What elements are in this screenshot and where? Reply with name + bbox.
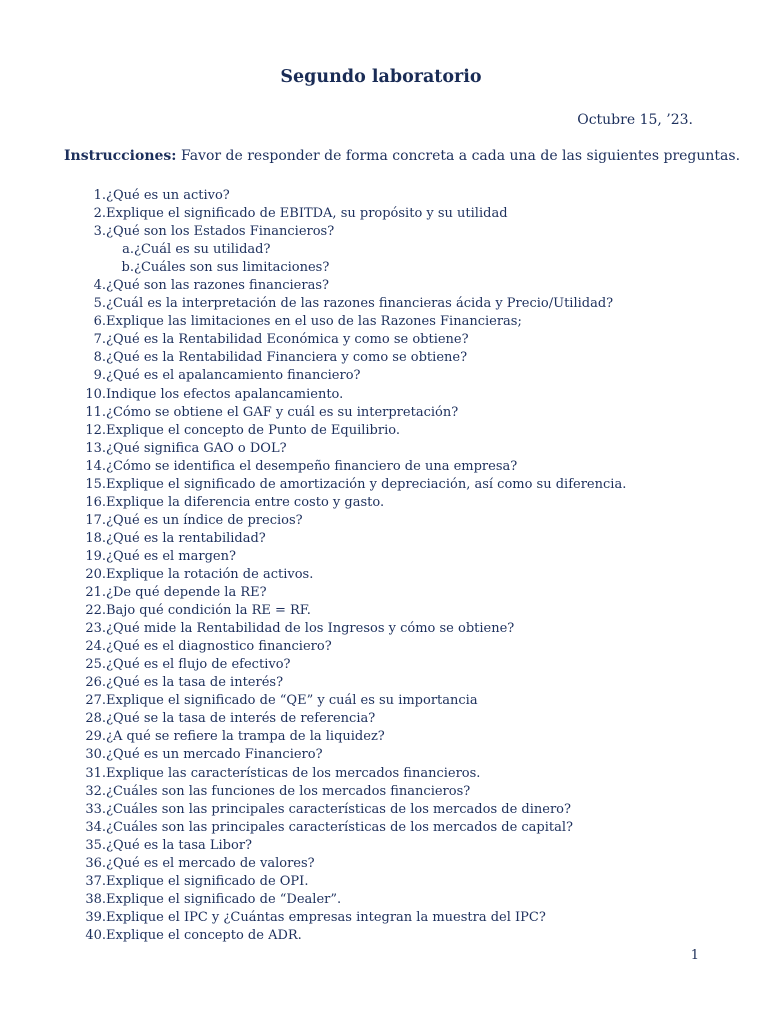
question-item xyxy=(64,909,546,927)
question-number: 29. xyxy=(85,729,106,745)
question-item xyxy=(64,584,267,602)
question-text: ¿Qué es la tasa de interés? xyxy=(106,675,284,691)
question-number: 24. xyxy=(85,639,106,655)
question-text: ¿Qué es la Rentabilidad Económica y como se obtiene? xyxy=(106,332,469,348)
question-text: ¿Qué es la Rentabilidad Financiera y como se obtiene? xyxy=(106,350,468,366)
question-item xyxy=(64,530,266,548)
question-number: 5. xyxy=(93,296,106,312)
page-number: 1 xyxy=(690,948,699,963)
question-text: ¿Qué se la tasa de interés de referencia? xyxy=(106,711,376,727)
question-item xyxy=(64,620,515,638)
question-number: 7. xyxy=(93,332,106,348)
question-text: Explique el significado de “QE” y cuál es su importancia xyxy=(106,693,478,709)
question-text: ¿Qué son los Estados Financieros? xyxy=(106,224,335,240)
question-number: 16. xyxy=(85,494,106,510)
question-number: 40. xyxy=(85,927,106,943)
question-list xyxy=(64,187,627,945)
question-number: 15. xyxy=(85,476,106,492)
question-text: ¿De qué depende la RE? xyxy=(106,585,267,601)
question-number: 35. xyxy=(85,837,106,853)
question-text: ¿Qué es un mercado Financiero? xyxy=(106,747,323,763)
question-number: 30. xyxy=(85,747,106,763)
question-text: ¿Qué es el mercado de valores? xyxy=(106,855,315,871)
question-item xyxy=(64,566,314,584)
question-item xyxy=(64,367,361,385)
question-item xyxy=(64,674,284,692)
question-number: 18. xyxy=(85,530,106,546)
question-number: 39. xyxy=(85,909,106,925)
question-item xyxy=(64,891,342,909)
question-item xyxy=(64,656,291,674)
question-item xyxy=(64,494,385,512)
question-text: ¿Qué es la rentabilidad? xyxy=(106,530,266,546)
instructions-label: Instrucciones: xyxy=(64,148,177,164)
question-text: ¿Qué significa GAO o DOL? xyxy=(106,440,287,456)
question-text: ¿Qué mide la Rentabilidad de los Ingresos y cómo se obtiene? xyxy=(106,621,515,637)
question-item xyxy=(64,548,236,566)
question-number: 19. xyxy=(85,548,106,564)
question-text: Bajo qué condición la RE = RF. xyxy=(106,603,311,619)
question-number: 3. xyxy=(93,224,106,240)
question-number: 10. xyxy=(85,386,106,402)
question-text: Explique el concepto de Punto de Equilibrio. xyxy=(106,422,400,438)
question-item xyxy=(64,692,478,710)
question-text: Explique el significado de OPI. xyxy=(106,873,309,889)
question-item xyxy=(64,837,253,855)
question-number: 1. xyxy=(93,188,106,203)
question-item xyxy=(64,205,508,223)
sub-question-item xyxy=(64,241,271,259)
question-text: Explique el significado de “Dealer”. xyxy=(106,891,342,907)
question-number: 2. xyxy=(93,206,106,222)
question-text: ¿Cuál es la interpretación de las razones financieras ácida y Precio/Utilidad? xyxy=(106,296,614,312)
question-item xyxy=(64,223,335,241)
question-number: 33. xyxy=(85,801,106,817)
question-number: 14. xyxy=(85,458,106,474)
question-number: 17. xyxy=(85,512,106,528)
question-item xyxy=(64,512,303,530)
question-text: ¿Qué es el flujo de efectivo? xyxy=(106,657,291,673)
question-item xyxy=(64,801,571,819)
question-text: ¿Qué son las razones financieras? xyxy=(106,278,329,294)
question-number: 38. xyxy=(85,891,106,907)
question-number: 4. xyxy=(93,278,106,294)
question-text: ¿Cuáles son sus limitaciones? xyxy=(134,260,330,276)
question-number: 37. xyxy=(85,873,106,889)
question-text: Explique el concepto de ADR. xyxy=(106,927,302,943)
question-item xyxy=(64,873,309,891)
question-item xyxy=(64,710,376,728)
question-number: 22. xyxy=(85,603,106,619)
question-item xyxy=(64,422,400,440)
question-item xyxy=(64,404,459,422)
instructions xyxy=(64,148,740,164)
question-text: Explique el significado de amortización y depreciación, así como su diferencia. xyxy=(106,476,627,492)
question-item xyxy=(64,476,627,494)
question-text: ¿Cuáles son las funciones de los mercados financieros? xyxy=(106,783,471,799)
question-item xyxy=(64,187,230,205)
question-item xyxy=(64,927,302,945)
question-text: Explique las limitaciones en el uso de las Razones Financieras; xyxy=(106,314,522,330)
document-title: Segundo laboratorio xyxy=(280,67,482,87)
question-number: b. xyxy=(121,260,134,276)
question-item xyxy=(64,819,574,837)
question-number: 32. xyxy=(85,783,106,799)
question-item xyxy=(64,440,287,458)
question-text: Explique la diferencia entre costo y gasto. xyxy=(106,494,385,510)
question-text: ¿Qué es un activo? xyxy=(106,188,230,203)
question-item xyxy=(64,349,468,367)
question-text: Explique las características de los mercados financieros. xyxy=(106,765,481,781)
question-number: 27. xyxy=(85,693,106,709)
question-text: ¿Qué es un índice de precios? xyxy=(106,512,303,528)
question-text: Explique la rotación de activos. xyxy=(106,566,314,582)
question-item xyxy=(64,313,522,331)
question-text: Indique los efectos apalancamiento. xyxy=(106,386,344,402)
question-number: 20. xyxy=(85,566,106,582)
sub-question-item xyxy=(64,259,330,277)
question-item xyxy=(64,638,332,656)
question-number: 36. xyxy=(85,855,106,871)
question-item xyxy=(64,602,311,620)
question-text: ¿Cuáles son las principales características de los mercados de capital? xyxy=(106,819,574,835)
question-number: a. xyxy=(122,242,134,258)
question-number: 34. xyxy=(85,819,106,835)
question-number: 11. xyxy=(85,404,106,420)
question-text: ¿Cómo se identifica el desempeño financiero de una empresa? xyxy=(106,458,518,474)
question-text: Explique el significado de EBITDA, su propósito y su utilidad xyxy=(106,206,508,222)
question-number: 13. xyxy=(85,440,106,456)
question-text: ¿Qué es el apalancamiento financiero? xyxy=(106,368,361,384)
question-number: 8. xyxy=(93,350,106,366)
question-number: 21. xyxy=(85,585,106,601)
question-text: ¿Qué es el margen? xyxy=(106,548,236,564)
question-item xyxy=(64,458,518,476)
question-item xyxy=(64,855,315,873)
question-item xyxy=(64,386,344,404)
question-item xyxy=(64,277,329,295)
question-number: 28. xyxy=(85,711,106,727)
question-number: 23. xyxy=(85,621,106,637)
question-number: 6. xyxy=(93,314,106,330)
document-date: Octubre 15, ’23. xyxy=(577,112,693,128)
question-item xyxy=(64,331,469,349)
instructions-text: Favor de responder de forma concreta a cada una de las siguientes preguntas. xyxy=(180,148,741,164)
question-text: ¿Cuál es su utilidad? xyxy=(134,242,271,258)
question-item xyxy=(64,728,385,746)
question-text: ¿Qué es la tasa Libor? xyxy=(106,837,253,853)
question-item xyxy=(64,746,323,764)
question-text: ¿Cómo se obtiene el GAF y cuál es su interpretación? xyxy=(106,404,459,420)
question-number: 26. xyxy=(85,675,106,691)
question-number: 25. xyxy=(85,657,106,673)
question-text: Explique el IPC y ¿Cuántas empresas integran la muestra del IPC? xyxy=(106,909,546,925)
question-text: ¿A qué se refiere la trampa de la liquidez? xyxy=(106,729,385,745)
question-item xyxy=(64,295,614,313)
question-text: ¿Qué es el diagnostico financiero? xyxy=(106,639,332,655)
question-number: 12. xyxy=(85,422,106,438)
question-item xyxy=(64,783,471,801)
question-item xyxy=(64,765,481,783)
question-number: 31. xyxy=(85,765,106,781)
question-text: ¿Cuáles son las principales características de los mercados de dinero? xyxy=(106,801,571,817)
question-number: 9. xyxy=(93,368,106,384)
